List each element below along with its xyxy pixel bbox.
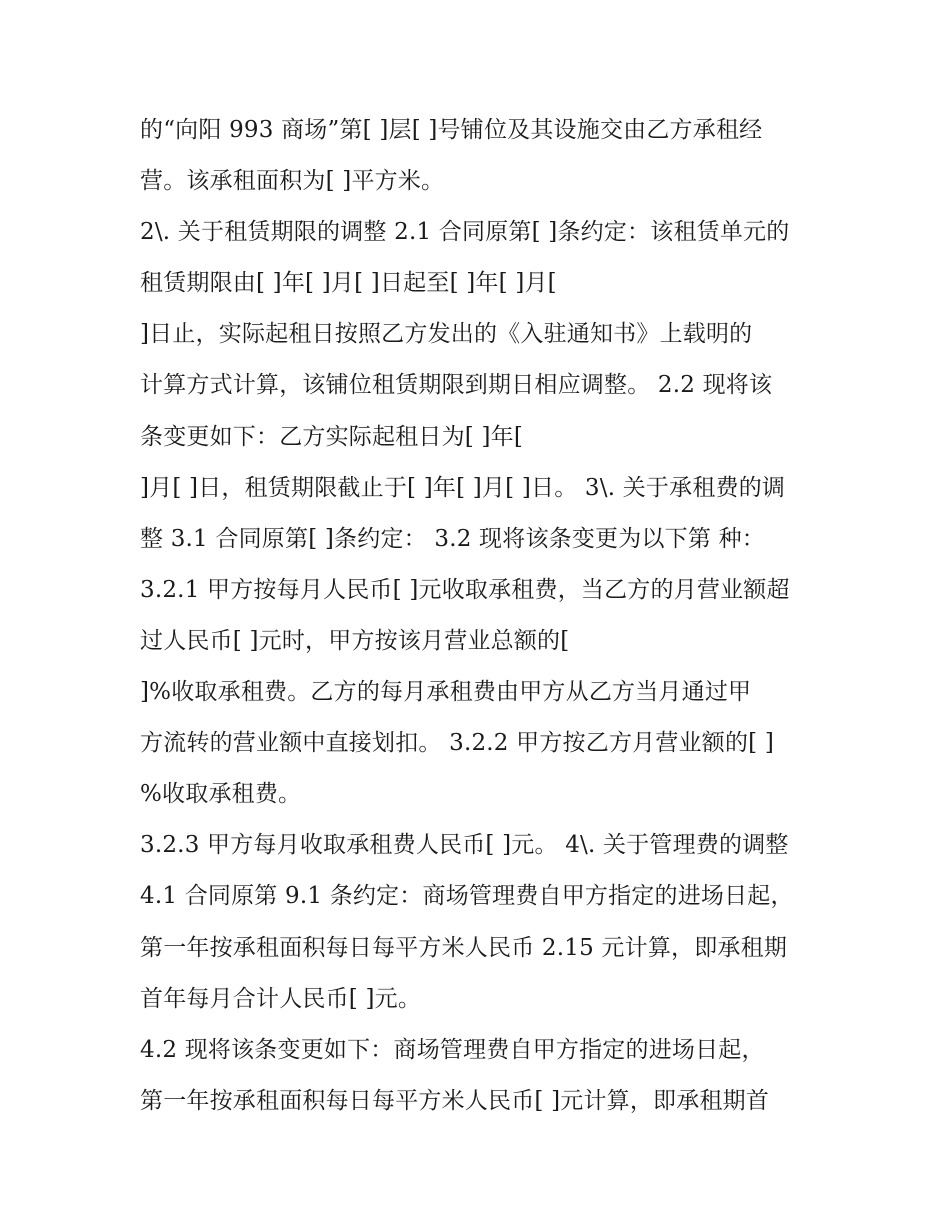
document-body	[140, 108, 830, 1130]
text-line: 3.2.3 甲方每月收取承租费人民币[ ]元。 4\. 关于管理费的调整	[140, 832, 789, 859]
text-line: 2\. 关于租赁期限的调整 2.1 合同原第[ ]条约定：该租赁单元的	[140, 219, 790, 246]
text-line: 4.1 合同原第 9.1 条约定：商场管理费自甲方指定的进场日起，	[140, 883, 794, 910]
text-line: 第一年按承租面积每日每平方米人民币 2.15 元计算，即承租期	[140, 934, 788, 961]
text-line: 租赁期限由[ ]年[ ]月[ ]日起至[ ]年[ ]月[	[140, 270, 557, 297]
text-line: ]日止，实际起租日按照乙方发出的《入驻通知书》上载明的	[140, 321, 753, 348]
text-line: %收取承租费。	[140, 781, 302, 808]
text-line: 计算方式计算，该铺位租赁期限到期日相应调整。 2.2 现将该	[140, 372, 773, 399]
text-line: 营。该承租面积为[ ]平方米。	[140, 168, 445, 195]
text-line: 方流转的营业额中直接划扣。 3.2.2 甲方按乙方月营业额的[ ]	[140, 730, 775, 757]
text-line: 首年每月合计人民币[ ]元。	[140, 985, 422, 1012]
text-line: ]%收取承租费。乙方的每月承租费由甲方从乙方当月通过甲	[140, 679, 752, 706]
text-line: 条变更如下：乙方实际起租日为[ ]年[	[140, 423, 524, 450]
text-line: 3.2.1 甲方按每月人民币[ ]元收取承租费，当乙方的月营业额超	[140, 576, 790, 603]
text-line: 4.2 现将该条变更如下：商场管理费自甲方指定的进场日起，	[140, 1036, 765, 1063]
text-line: 过人民币[ ]元时，甲方按该月营业总额的[	[140, 627, 570, 654]
text-line: 整 3.1 合同原第[ ]条约定： 3.2 现将该条变更为以下第 种：	[140, 525, 765, 552]
text-line: ]月[ ]日，租赁期限截止于[ ]年[ ]月[ ]日。 3\. 关于承租费的调	[140, 474, 786, 501]
text-line: 的“向阳 993 商场”第[ ]层[ ]号铺位及其设施交由乙方承租经	[140, 117, 763, 143]
text-line: 第一年按承租面积每日每平方米人民币[ ]元计算，即承租期首	[140, 1087, 770, 1114]
